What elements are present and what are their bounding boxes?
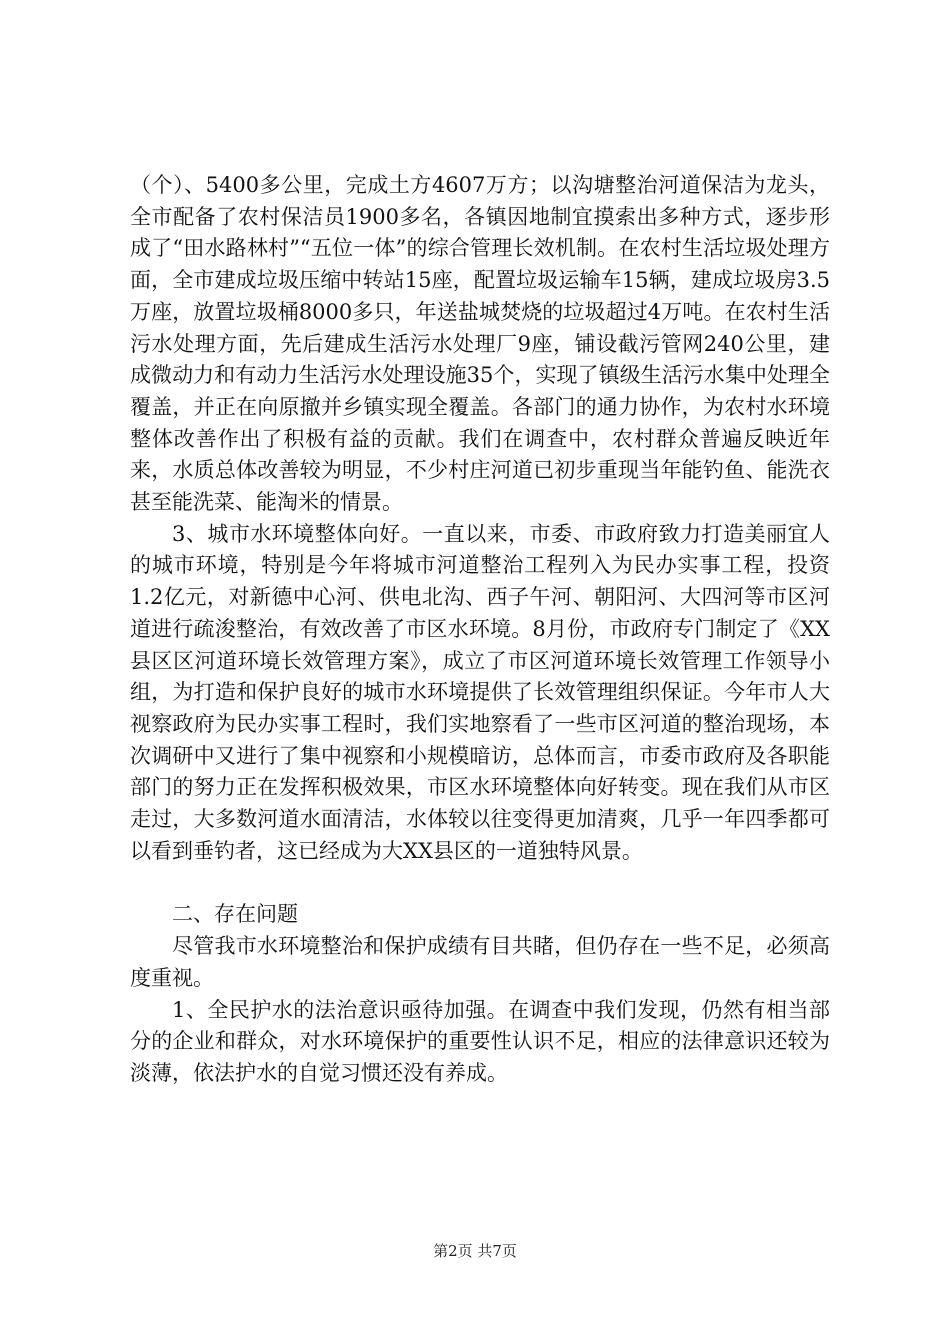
paragraph-urban-water: 3、城市水环境整体向好。一直以来，市委、市政府致力打造美丽宜人的城市环境，特别是今年将城市河道整治工程列入为民办实事工程，投资1.2亿元，对新德中心河、供电北沟、西子午河、朝阳河、大四河等市区河道进行疏浚整治，有效改善了市区水环境。8月份，市政府专门制定了《XX县区区河道环境长效管理方案》，成立了市区河道环境长效管理工作领导小组，为打造和保护良好的城市水环境提供了长效管理组织保证。今年市人大视察政府为民办实事工程时，我们实地察看了一些市区河道的整治现场，本次调研中又进行了集中视察和小规模暗访，总体而言，市委市政府及各职能部门的努力正在发挥积极效果，市区水环境整体向好转变。现在我们从市区走过，大多数河道水面清洁，水体较以往变得更加清爽，几乎一年四季都可以看到垂钓者，这已经成为大XX县区的一道独特风景。 [130, 521, 830, 863]
page-number-footer: 第2页 共7页 [433, 1242, 517, 1260]
paragraph-legal-awareness: 1、全民护水的法治意识亟待加强。在调查中我们发现，仍然有相当部分的企业和群众，对水环境保护的重要性认识不足，相应的法律意识还较为淡薄，依法护水的自觉习惯还没有养成。 [130, 997, 830, 1085]
paragraph-problems-intro: 尽管我市水环境整治和保护成绩有目共睹，但仍存在一些不足，必须高度重视。 [130, 934, 830, 990]
section-heading: 二、存在问题 [172, 902, 298, 927]
paragraph-rural-water: （个）、5400多公里，完成土方4607万方；以沟塘整治河道保洁为龙头，全市配备了农村保洁员1900多名，各镇因地制宜摸索出多种方式，逐步形成了“田水路林村”“五位一体”的综合管理长效机制。在农村生活垃圾处理方面，全市建成垃圾压缩中转站15座，配置垃圾运输车15辆，建成垃圾房3.5万座，放置垃圾桶8000多只，年送盐城焚烧的垃圾超过4万吨。在农村生活污水处理方面，先后建成生活污水处理厂9座，铺设截污管网240公里，建成微动力和有动力生活污水处理设施35个，实现了镇级生活污水集中处理全覆盖，并正在向原撤并乡镇实现全覆盖。各部门的通力协作，为农村水环境整体改善作出了积极有益的贡献。我们在调查中，农村群众普遍反映近年来，水质总体改善较为明显，不少村庄河道已初步重现当年能钓鱼、能洗衣甚至能洗菜、能淘米的情景。 [130, 173, 830, 515]
section-gap [130, 867, 830, 899]
document-body [130, 170, 830, 1090]
